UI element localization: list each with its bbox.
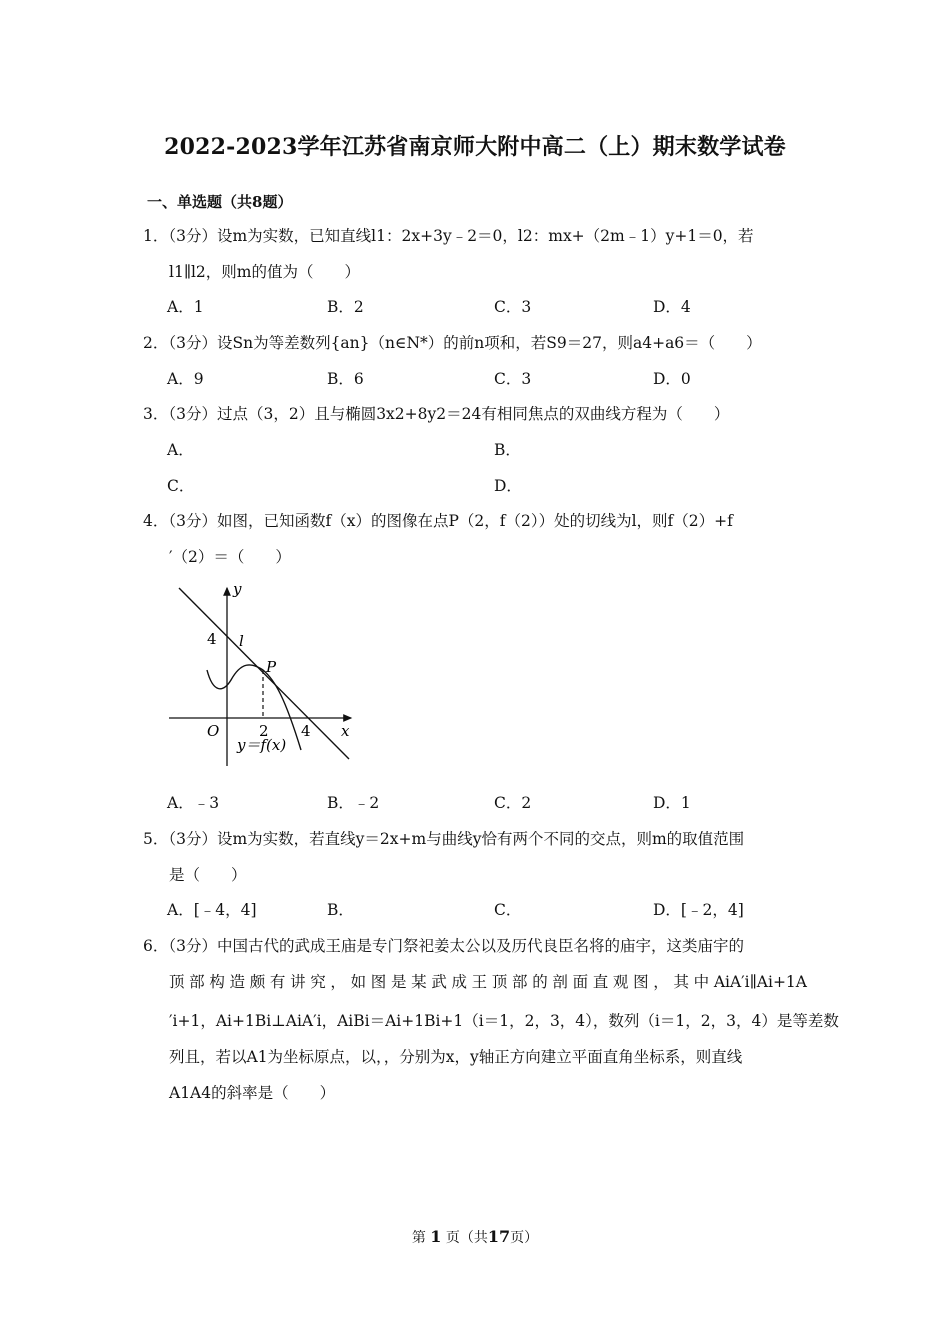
origin-label: O [207,722,220,740]
q6-line-5: A1A4的斜率是（ ） [169,1084,336,1102]
q2-line-1: 2．（3分）设Sn为等差数列{an}（n∈N*）的前n项和，若S9＝27，则a4+a6＝（ ） [143,334,762,352]
q1-option-c[interactable]: C．3 [494,298,532,316]
q4-line-2: ′（2）＝（ ） [169,548,291,566]
footer-middle: 页（共 [445,1230,488,1246]
total-pages: 17 [487,1227,511,1246]
q1-option-a[interactable]: A．1 [167,298,204,316]
footer-suffix: 页） [510,1230,539,1246]
section-heading: 一、单选题（共8题） [147,193,293,211]
tangent-label: l [239,632,244,650]
page-title: 2022-2023学年江苏省南京师大附中高二（上）期末数学试卷 [164,134,786,160]
q5-line-2: 是（ ） [169,866,247,884]
q5-option-b[interactable]: B． [327,901,354,919]
q4-option-a[interactable]: A．﹣3 [167,794,220,812]
y-axis-label: y [233,580,242,598]
q3-option-c[interactable]: C． [167,477,195,495]
point-p-label: P [266,658,277,676]
q3-line-1: 3．（3分）过点（3，2）且与椭圆3x2+8y2＝24有相同焦点的双曲线方程为（ ） [143,405,730,423]
q6-line-2: 顶部构造颇有讲究，如图是某武成王顶部的剖面直观图，其中AiA′i∥Ai+1A [169,973,807,991]
q1-line-2: l1∥l2，则m的值为（ ） [169,263,360,281]
q5-option-a[interactable]: A．[﹣4，4] [167,901,257,919]
q2-option-b[interactable]: B．6 [327,370,364,388]
q1-option-b[interactable]: B．2 [327,298,364,316]
q2-option-a[interactable]: A．9 [167,370,204,388]
x-tick-4: 4 [301,722,311,740]
function-label: y＝f(x) [237,736,287,754]
q4-option-b[interactable]: B．﹣2 [327,794,380,812]
q3-option-d[interactable]: D． [494,477,522,495]
page-footer [0,1227,950,1247]
q5-option-d[interactable]: D．[﹣2，4] [653,901,744,919]
q2-option-d[interactable]: D．0 [653,370,691,388]
q4-option-d[interactable]: D．1 [653,794,691,812]
q3-option-b[interactable]: B． [494,441,521,459]
y-tick-4: 4 [207,630,217,648]
x-axis-label: x [341,722,350,740]
q6-line-1: 6．（3分）中国古代的武成王庙是专门祭祀姜太公以及历代良臣名将的庙宇，这类庙宇的 [143,937,744,955]
q2-option-c[interactable]: C．3 [494,370,532,388]
q1-line-1: 1．（3分）设m为实数，已知直线l1：2x+3y﹣2＝0，l2：mx+（2m﹣1）y+1＝0，若 [143,227,754,245]
q1-option-d[interactable]: D．4 [653,298,691,316]
q4-line-1: 4．（3分）如图，已知函数f（x）的图像在点P（2，f（2））处的切线为l，则f（2）+f [143,512,733,530]
q5-line-1: 5．（3分）设m为实数，若直线y＝2x+m与曲线y恰有两个不同的交点，则m的取值范围 [143,830,745,848]
x-tick-2: 2 [259,722,269,740]
footer-prefix: 第 [411,1230,426,1246]
q4-option-c[interactable]: C．2 [494,794,532,812]
function-graph [165,578,365,774]
q6-line-4: 列且，若以A1为坐标原点，以，，分别为x，y轴正方向建立平面直角坐标系，则直线 [169,1048,743,1066]
q6-line-3: ′i+1，Ai+1Bi⊥AiA′i，AiBi＝Ai+1Bi+1（i＝1，2，3，4），数列（i＝1，2，3，4）是等差数 [169,1012,839,1030]
q3-option-a[interactable]: A． [167,441,194,459]
page-number: 1 [430,1227,442,1246]
q5-option-c[interactable]: C． [494,901,522,919]
